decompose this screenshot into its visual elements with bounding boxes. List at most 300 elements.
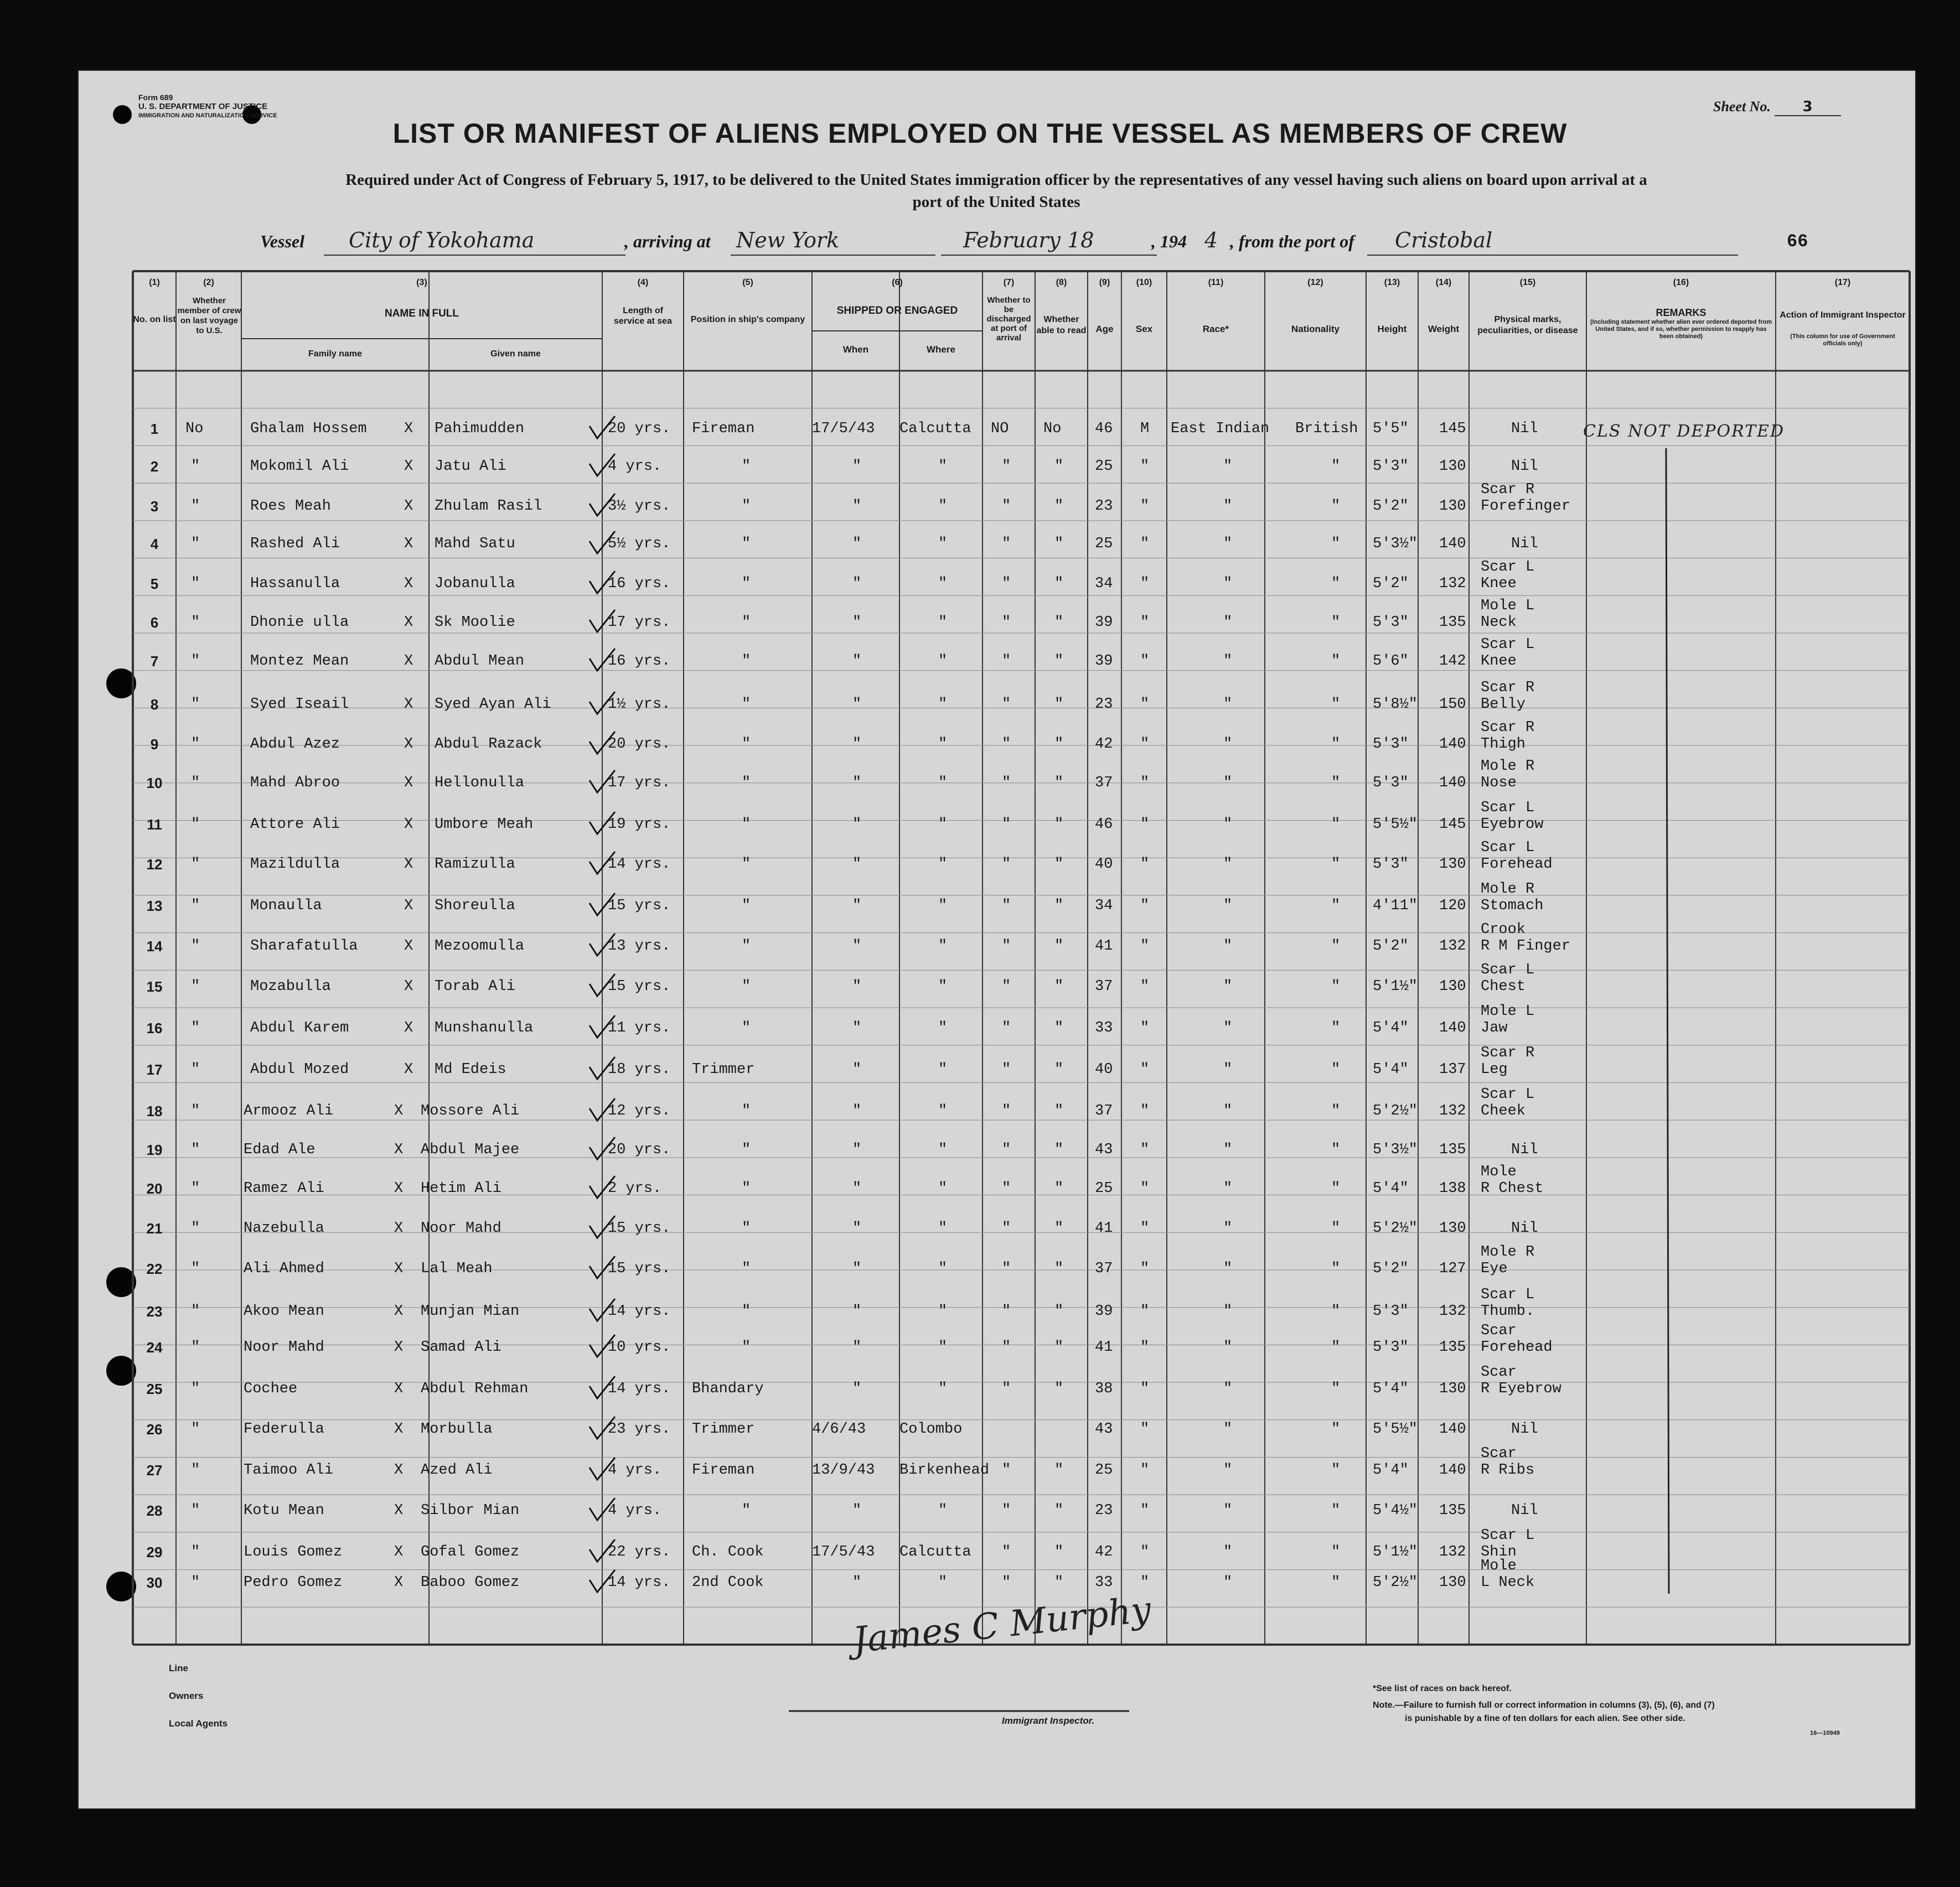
from-label: , from the port of	[1230, 231, 1354, 251]
shipped-where: "	[938, 1303, 948, 1320]
nationality: "	[1331, 775, 1341, 791]
weight: 140	[1439, 736, 1466, 753]
nationality: "	[1331, 498, 1341, 515]
nationality: "	[1331, 536, 1341, 552]
length-of-service: 17 yrs.	[608, 614, 671, 631]
shipped-where: "	[938, 898, 948, 914]
col-family-name: Family name	[308, 349, 362, 359]
height: 5'4"	[1373, 1381, 1409, 1397]
name-separator: X	[394, 1303, 404, 1320]
physical-marks: Mole R	[1481, 1244, 1535, 1261]
nationality: "	[1331, 1220, 1341, 1237]
row-number: 30	[146, 1574, 163, 1591]
able-to-read: "	[1054, 816, 1064, 833]
discharged: "	[1002, 498, 1011, 515]
position: "	[742, 1180, 751, 1197]
given-name: Hetim Ali	[421, 1180, 501, 1197]
row-number: 12	[146, 856, 163, 873]
name-separator: X	[404, 536, 413, 552]
length-of-service: 3½ yrs.	[608, 498, 671, 515]
shipped-when: "	[852, 1303, 862, 1320]
family-name: Mozabulla	[250, 978, 331, 995]
discharged: "	[1002, 1303, 1011, 1320]
col-age: Age	[1095, 324, 1114, 334]
family-name: Attore Ali	[250, 816, 340, 833]
able-to-read: "	[1054, 1103, 1064, 1119]
name-separator: X	[404, 498, 413, 515]
physical-marks: Mole L	[1481, 598, 1535, 614]
able-to-read: "	[1054, 1303, 1064, 1320]
able-to-read: "	[1054, 775, 1064, 791]
name-separator: X	[404, 978, 413, 995]
given-name: Zhulam Rasil	[435, 498, 542, 515]
discharged: "	[1002, 1142, 1011, 1158]
length-of-service: 14 yrs.	[608, 1303, 671, 1320]
col-where: Where	[927, 344, 955, 355]
age: 37	[1095, 775, 1113, 791]
column-number: (8)	[1056, 278, 1067, 287]
nationality: "	[1331, 938, 1341, 955]
able-to-read: "	[1054, 898, 1064, 914]
shipped-when: "	[852, 614, 862, 631]
physical-marks: Scar L	[1481, 839, 1535, 856]
discharged: "	[1002, 1261, 1011, 1277]
shipped-where: "	[938, 536, 948, 552]
family-name: Pedro Gomez	[244, 1574, 343, 1591]
nationality: "	[1331, 1462, 1341, 1479]
age: 37	[1095, 978, 1113, 995]
physical-marks: Shin	[1481, 1544, 1517, 1561]
length-of-service: 15 yrs.	[608, 1261, 671, 1277]
weight: 135	[1439, 614, 1466, 631]
able-to-read: "	[1054, 1261, 1064, 1277]
nationality: "	[1331, 614, 1341, 631]
family-name: Abdul Karem	[250, 1020, 349, 1036]
row-number: 14	[146, 938, 163, 955]
age: 25	[1095, 536, 1113, 552]
row-number: 20	[146, 1180, 163, 1197]
grid-line	[1666, 448, 1669, 1594]
given-name: Umbore Meah	[435, 816, 534, 833]
shipped-where: "	[938, 1142, 948, 1158]
height: 5'4"	[1373, 1061, 1409, 1078]
weight: 130	[1439, 498, 1466, 515]
length-of-service: 19 yrs.	[608, 816, 671, 833]
family-name: Syed Iseail	[250, 696, 349, 713]
row-number: 24	[146, 1339, 163, 1356]
length-of-service: 11 yrs.	[608, 1020, 671, 1036]
sex: "	[1140, 498, 1150, 515]
physical-marks: Scar R	[1481, 680, 1535, 696]
age: 38	[1095, 1381, 1113, 1397]
position: "	[742, 576, 751, 592]
shipped-when: "	[852, 696, 862, 713]
age: 39	[1095, 653, 1113, 670]
crew-last-voyage: "	[191, 653, 200, 670]
age: 43	[1095, 1421, 1113, 1438]
given-name: Abdul Majee	[421, 1142, 520, 1158]
name-separator: X	[404, 576, 413, 592]
name-separator: X	[394, 1502, 404, 1519]
row-number: 2	[150, 458, 159, 475]
sex: M	[1140, 421, 1150, 437]
row-number: 17	[146, 1061, 163, 1078]
weight: 132	[1439, 938, 1466, 955]
physical-marks: Scar	[1481, 1364, 1517, 1381]
col-crew-last-voyage: Whether member of crew on last voyage to U.S.	[177, 296, 241, 335]
length-of-service: 16 yrs.	[608, 653, 671, 670]
shipped-where: "	[938, 1339, 948, 1356]
row-number: 9	[150, 736, 159, 753]
sex: "	[1140, 1180, 1150, 1197]
discharged: "	[1002, 1544, 1011, 1561]
crew-last-voyage: "	[191, 614, 200, 631]
crew-last-voyage: No	[185, 421, 204, 437]
position: Trimmer	[692, 1421, 755, 1438]
name-separator: X	[404, 938, 413, 955]
physical-marks: R Eyebrow	[1481, 1381, 1561, 1397]
sex: "	[1140, 1544, 1150, 1561]
page-code: 66	[1787, 231, 1808, 252]
position: "	[742, 1339, 751, 1356]
shipped-when: "	[852, 498, 862, 515]
family-name: Cochee	[244, 1381, 298, 1397]
nationality: "	[1331, 898, 1341, 914]
family-name: Kotu Mean	[244, 1502, 324, 1519]
given-name: Ramizulla	[435, 856, 515, 873]
shipped-when: "	[852, 775, 862, 791]
weight: 130	[1439, 1381, 1466, 1397]
height: 5'3"	[1373, 458, 1409, 475]
able-to-read: "	[1054, 1544, 1064, 1561]
race: "	[1223, 1544, 1233, 1561]
position: "	[742, 536, 751, 552]
family-name: Armooz Ali	[244, 1103, 334, 1119]
penalty-note: Note.—Failure to furnish full or correct information in columns (3), (5), (6), and (7)	[1373, 1701, 1715, 1710]
crew-last-voyage: "	[191, 458, 200, 475]
physical-marks: Scar L	[1481, 1527, 1535, 1544]
sex: "	[1140, 1061, 1150, 1078]
discharged: "	[1002, 1020, 1011, 1036]
physical-marks: Chest	[1481, 978, 1526, 995]
col-race: Race*	[1202, 324, 1229, 334]
crew-last-voyage: "	[191, 978, 200, 995]
height: 5'3½"	[1373, 1142, 1418, 1158]
form-number: Form 689	[138, 93, 173, 102]
physical-marks: Cheek	[1481, 1103, 1526, 1119]
length-of-service: 14 yrs.	[608, 856, 671, 873]
position: "	[742, 1502, 751, 1519]
family-name: Mazildulla	[250, 856, 340, 873]
physical-marks: Mole R	[1481, 758, 1535, 775]
physical-marks: Scar	[1481, 1445, 1517, 1462]
height: 5'3"	[1373, 856, 1409, 873]
footer-agents-label: Local Agents	[169, 1718, 228, 1729]
given-name: Sk Moolie	[435, 614, 515, 631]
shipped-when: "	[852, 856, 862, 873]
weight: 145	[1439, 421, 1466, 437]
nationality: "	[1331, 1061, 1341, 1078]
physical-marks: Knee	[1481, 653, 1517, 670]
able-to-read: "	[1054, 978, 1064, 995]
nationality: "	[1331, 816, 1341, 833]
name-separator: X	[394, 1261, 404, 1277]
sex: "	[1140, 736, 1150, 753]
col-sex: Sex	[1135, 324, 1153, 334]
race: "	[1223, 736, 1233, 753]
nationality: "	[1331, 1381, 1341, 1397]
discharged: "	[1002, 1220, 1011, 1237]
row-number: 25	[146, 1381, 163, 1397]
discharged: "	[1002, 736, 1011, 753]
name-separator: X	[404, 458, 413, 475]
position: "	[742, 1103, 751, 1119]
shipped-where: "	[938, 1220, 948, 1237]
race: "	[1223, 898, 1233, 914]
nationality: "	[1331, 978, 1341, 995]
shipped-where: "	[938, 1180, 948, 1197]
given-name: Jobanulla	[435, 576, 515, 592]
column-number: (5)	[742, 278, 753, 287]
physical-marks: Mole	[1481, 1164, 1517, 1180]
able-to-read: "	[1054, 938, 1064, 955]
length-of-service: 18 yrs.	[608, 1061, 671, 1078]
physical-marks: Belly	[1481, 696, 1526, 713]
height: 5'5"	[1373, 421, 1409, 437]
able-to-read: "	[1054, 458, 1064, 475]
height: 5'2"	[1373, 498, 1409, 515]
sex: "	[1140, 458, 1150, 475]
crew-last-voyage: "	[191, 938, 200, 955]
race: "	[1223, 536, 1233, 552]
able-to-read: "	[1054, 1502, 1064, 1519]
from-value: Cristobal	[1395, 228, 1493, 252]
age: 23	[1095, 498, 1113, 515]
race: "	[1223, 1502, 1233, 1519]
nationality: "	[1331, 736, 1341, 753]
length-of-service: 20 yrs.	[608, 1142, 671, 1158]
crew-last-voyage: "	[191, 736, 200, 753]
sex: "	[1140, 653, 1150, 670]
family-name: Taimoo Ali	[244, 1462, 334, 1479]
shipped-when: 17/5/43	[812, 1544, 875, 1561]
crew-last-voyage: "	[191, 1261, 200, 1277]
weight: 135	[1439, 1339, 1466, 1356]
row-number: 19	[146, 1142, 163, 1158]
name-separator: X	[394, 1544, 404, 1561]
family-name: Noor Mahd	[244, 1339, 324, 1356]
position: Fireman	[692, 1462, 755, 1479]
row-number: 18	[146, 1103, 163, 1119]
weight: 132	[1439, 1103, 1466, 1119]
position: "	[742, 653, 751, 670]
race: "	[1223, 938, 1233, 955]
column-number: (11)	[1208, 278, 1224, 287]
family-name: Mokomil Ali	[250, 458, 349, 475]
sex: "	[1140, 816, 1150, 833]
given-name: Munjan Mian	[421, 1303, 520, 1320]
physical-marks: Mole L	[1481, 1003, 1535, 1020]
race: "	[1223, 1574, 1233, 1591]
sex: "	[1140, 1303, 1150, 1320]
position: "	[742, 938, 751, 955]
position: "	[742, 736, 751, 753]
row-number: 29	[146, 1544, 163, 1561]
able-to-read: "	[1054, 498, 1064, 515]
shipped-where: "	[938, 938, 948, 955]
race: "	[1223, 1303, 1233, 1320]
vessel-value: City of Yokohama	[349, 228, 535, 252]
given-name: Noor Mahd	[421, 1220, 501, 1237]
race: "	[1223, 1142, 1233, 1158]
row-number: 3	[150, 498, 159, 515]
length-of-service: 20 yrs.	[608, 421, 671, 437]
row-number: 22	[146, 1261, 163, 1277]
height: 5'2½"	[1373, 1574, 1418, 1591]
position: Fireman	[692, 421, 755, 437]
family-name: Nazebulla	[244, 1220, 324, 1237]
height: 5'4"	[1373, 1180, 1409, 1197]
col-given-name: Given name	[490, 349, 541, 359]
physical-marks: L Neck	[1481, 1574, 1535, 1591]
age: 39	[1095, 1303, 1113, 1320]
given-name: Abdul Rehman	[421, 1381, 529, 1397]
shipped-when: 4/6/43	[812, 1421, 866, 1438]
shipped-when: "	[852, 938, 862, 955]
age: 34	[1095, 576, 1113, 592]
crew-last-voyage: "	[191, 856, 200, 873]
nationality: "	[1331, 1142, 1341, 1158]
shipped-where: Birkenhead	[899, 1462, 990, 1479]
column-number: (10)	[1136, 278, 1152, 287]
age: 33	[1095, 1020, 1113, 1036]
age: 39	[1095, 614, 1113, 631]
family-name: Montez Mean	[250, 653, 349, 670]
crew-last-voyage: "	[191, 898, 200, 914]
race: "	[1223, 696, 1233, 713]
given-name: Abdul Razack	[435, 736, 542, 753]
shipped-where: "	[938, 816, 948, 833]
family-name: Dhonie ulla	[250, 614, 349, 631]
sex: "	[1140, 1421, 1150, 1438]
races-note: *See list of races on back hereof.	[1373, 1684, 1512, 1693]
length-of-service: 14 yrs.	[608, 1574, 671, 1591]
form-code: 16—10949	[1810, 1730, 1840, 1736]
race: "	[1223, 1381, 1233, 1397]
shipped-where: "	[938, 1261, 948, 1277]
name-separator: X	[394, 1381, 404, 1397]
crew-last-voyage: "	[191, 498, 200, 515]
nationality: "	[1331, 1502, 1341, 1519]
shipped-where: "	[938, 1502, 948, 1519]
row-number: 6	[150, 614, 159, 631]
age: 40	[1095, 856, 1113, 873]
weight: 145	[1439, 816, 1466, 833]
position: 2nd Cook	[692, 1574, 764, 1591]
row-number: 16	[146, 1020, 163, 1036]
name-separator: X	[404, 1020, 413, 1036]
shipped-when: "	[852, 736, 862, 753]
name-separator: X	[404, 614, 413, 631]
physical-marks: Scar L	[1481, 1287, 1535, 1303]
given-name: Azed Ali	[421, 1462, 493, 1479]
crew-last-voyage: "	[191, 1180, 200, 1197]
sex: "	[1140, 1502, 1150, 1519]
col-shipped-engaged: SHIPPED OR ENGAGED	[836, 305, 958, 317]
weight: 140	[1439, 775, 1466, 791]
given-name: Samad Ali	[421, 1339, 501, 1356]
shipped-when: 17/5/43	[812, 421, 875, 437]
able-to-read: "	[1054, 1574, 1064, 1591]
row-number: 28	[146, 1502, 163, 1519]
position: "	[742, 1261, 751, 1277]
race: "	[1223, 816, 1233, 833]
crew-last-voyage: "	[191, 1303, 200, 1320]
physical-marks: R Chest	[1481, 1180, 1544, 1197]
col-physical-marks: Physical marks, peculiarities, or disease	[1477, 315, 1578, 335]
shipped-when: "	[852, 1220, 862, 1237]
physical-marks: Scar L	[1481, 800, 1535, 816]
family-name: Mahd Abroo	[250, 775, 340, 791]
age: 41	[1095, 938, 1113, 955]
height: 5'2"	[1373, 576, 1409, 592]
height: 5'1½"	[1373, 1544, 1418, 1561]
col-name-in-full: NAME IN FULL	[384, 308, 459, 319]
able-to-read: "	[1054, 1339, 1064, 1356]
discharged: "	[1002, 576, 1011, 592]
age: 41	[1095, 1220, 1113, 1237]
length-of-service: 15 yrs.	[608, 978, 671, 995]
physical-marks: Neck	[1481, 614, 1517, 631]
inspector-label: Immigrant Inspector.	[1002, 1715, 1095, 1726]
crew-last-voyage: "	[191, 1421, 200, 1438]
penalty-note-2: is punishable by a fine of ten dollars for each alien. See other side.	[1405, 1714, 1685, 1723]
shipped-when: 13/9/43	[812, 1462, 875, 1479]
physical-marks: R Ribs	[1481, 1462, 1535, 1479]
physical-marks: Nil	[1511, 421, 1538, 437]
length-of-service: 2 yrs.	[608, 1180, 662, 1197]
given-name: Jatu Ali	[435, 458, 506, 475]
given-name: Hellonulla	[435, 775, 525, 791]
shipped-when: "	[852, 1261, 862, 1277]
physical-marks: Scar	[1481, 1323, 1517, 1339]
shipped-where: "	[938, 1103, 948, 1119]
nationality: "	[1331, 1421, 1341, 1438]
height: 5'3"	[1373, 736, 1409, 753]
page-title: LIST OR MANIFEST OF ALIENS EMPLOYED ON THE VESSEL AS MEMBERS OF CREW	[392, 118, 1568, 149]
race: "	[1223, 1103, 1233, 1119]
race: "	[1223, 653, 1233, 670]
length-of-service: 5½ yrs.	[608, 536, 671, 552]
department: U. S. DEPARTMENT OF JUSTICE	[138, 102, 268, 111]
column-number: (6)	[892, 278, 903, 287]
row-number: 26	[146, 1421, 163, 1438]
age: 25	[1095, 1180, 1113, 1197]
discharged: "	[1002, 1103, 1011, 1119]
shipped-where: Calcutta	[899, 421, 971, 437]
length-of-service: 10 yrs.	[608, 1339, 671, 1356]
nationality: "	[1331, 1574, 1341, 1591]
height: 5'3½"	[1373, 536, 1418, 552]
row-number: 23	[146, 1303, 163, 1320]
position: "	[742, 498, 751, 515]
family-name: Monaulla	[250, 898, 322, 914]
crew-last-voyage: "	[191, 1339, 200, 1356]
discharged: "	[1002, 536, 1011, 552]
column-number: (3)	[416, 278, 427, 287]
nationality: "	[1331, 1103, 1341, 1119]
discharged: "	[1002, 653, 1011, 670]
